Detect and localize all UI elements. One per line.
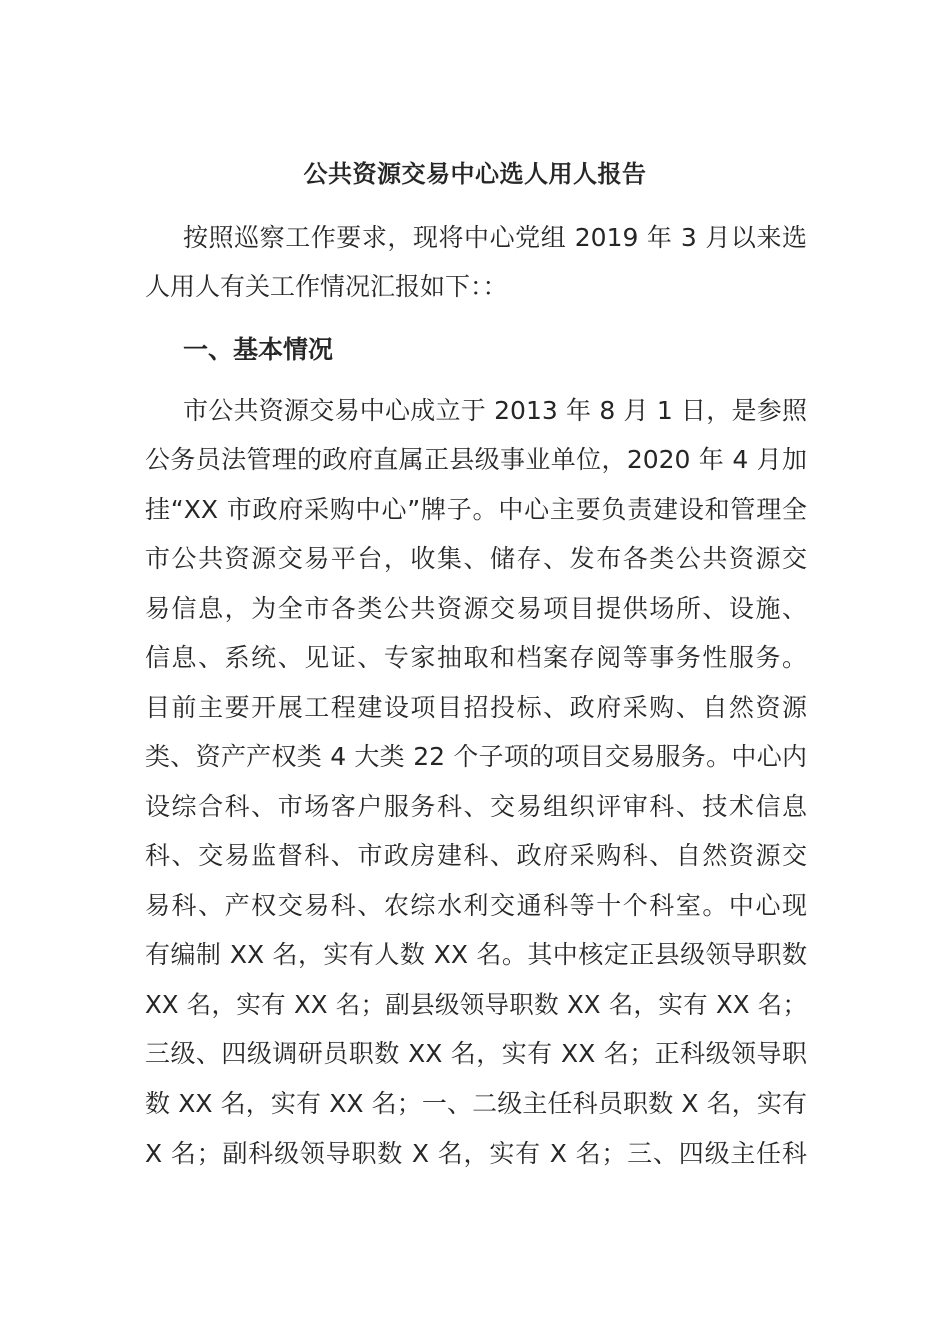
paragraph-line: 三级、四级调研员职数 XX 名，实有 XX 名；正科级领导职 [145,1039,807,1068]
intro-line-1: 按照巡察工作要求，现将中心党组 2019 年 3 月以来选 [183,223,807,252]
paragraph-line: X 名；副科级领导职数 X 名，实有 X 名；三、四级主任科 [145,1139,807,1168]
paragraph-line: 市公共资源交易中心成立于 2013 年 8 月 1 日，是参照 [183,396,807,425]
paragraph-line: 易科、产权交易科、农综水利交通科等十个科室。中心现 [145,891,807,920]
section-heading: 一、基本情况 [183,335,334,364]
paragraph-line: 科、交易监督科、市政房建科、政府采购科、自然资源交 [145,841,807,870]
paragraph-line: 挂“XX 市政府采购中心”牌子。中心主要负责建设和管理全 [145,495,807,524]
paragraph-line: 有编制 XX 名，实有人数 XX 名。其中核定正县级领导职数 [145,940,807,969]
paragraph-line: 公务员法管理的政府直属正县级事业单位，2020 年 4 月加 [145,445,807,474]
paragraph-line: XX 名，实有 XX 名；副县级领导职数 XX 名，实有 XX 名； [145,990,807,1019]
paragraph-line: 目前主要开展工程建设项目招投标、政府采购、自然资源 [145,693,807,722]
paragraph-line: 数 XX 名，实有 XX 名；一、二级主任科员职数 X 名，实有 [145,1089,807,1118]
paragraph-line: 市公共资源交易平台，收集、储存、发布各类公共资源交 [145,544,807,573]
paragraph-line: 信息、系统、见证、专家抽取和档案存阅等事务性服务。 [145,643,807,672]
paragraph-line: 设综合科、市场客户服务科、交易组织评审科、技术信息 [145,792,807,821]
paragraph-line: 易信息，为全市各类公共资源交易项目提供场所、设施、 [145,594,807,623]
paragraph-line: 类、资产产权类 4 大类 22 个子项的项目交易服务。中心内 [145,742,807,771]
intro-line-2: 人用人有关工作情况汇报如下：： [145,272,508,301]
document-title: 公共资源交易中心选人用人报告 [303,160,647,188]
